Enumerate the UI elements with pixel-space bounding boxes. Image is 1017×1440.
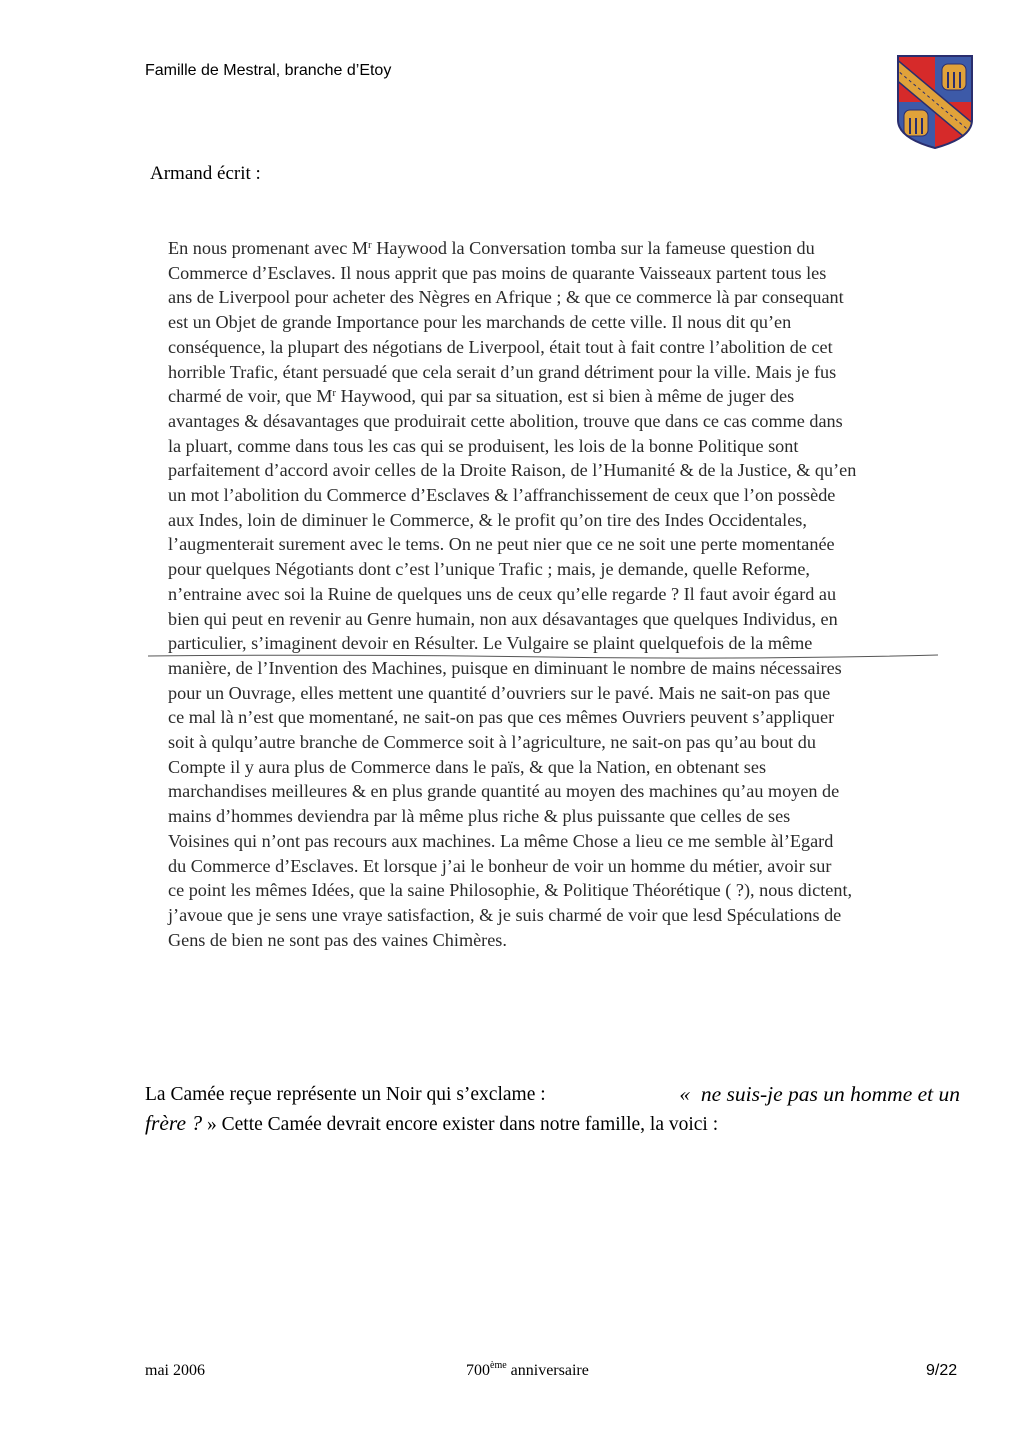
letter-line: charmé de voir, que $M^r$ Haywood, qui par sa situation, est si bien à même de juger des: [168, 386, 795, 407]
letter-line: pour un Ouvrage, elles mettent une quantité d’ouvriers sur le pavé. Mais ne sait-on pas que: [168, 682, 831, 703]
closing-text-start: La Camée reçue représente un Noir qui s’exclame :: [145, 1084, 546, 1105]
letter-line: ce mal là n’est que momentané, ne sait-on pas que ces mêmes Ouvriers peuvent s’appliquer: [168, 707, 835, 728]
page-header-title: Famille de Mestral, branche d’Etoy: [145, 62, 392, 79]
letter-line: ans de Liverpool pour acheter des Nègres en Afrique ; & que ce commerce là par consequant: [168, 287, 844, 308]
quote-part-2: frère ?: [145, 1111, 203, 1135]
footer-date: mai 2006: [145, 1362, 205, 1379]
letter-line: Compte il y aura plus de Commerce dans le païs, & que la Nation, en obtenant ses: [168, 756, 767, 777]
scan-fold-line: [148, 652, 938, 662]
letter-line: bien qui peut en revenir au Genre humain, non aux désavantages que quelques Individus, en: [168, 608, 838, 629]
footer-page-number: 9/22: [926, 1362, 958, 1379]
quote-part-1: « ne suis-je pas un homme et un: [679, 1082, 960, 1106]
scanned-letter-excerpt: [168, 236, 938, 952]
closing-paragraph: [145, 1080, 960, 1139]
quote-close: »: [207, 1114, 217, 1135]
letter-line: conséquence, la plupart des négotians de Liverpool, était tout à fait contre l’abolition de cet: [168, 336, 833, 357]
letter-line: un mot l’abolition du Commerce d’Esclaves & l’affranchissement de ceux que l’on possède: [168, 485, 836, 506]
letter-line: est un Objet de grande Importance pour les marchands de cette ville. Il nous dit qu’en: [168, 312, 792, 333]
letter-line: parfaitement d’accord avoir celles de la Droite Raison, de l’Humanité & de la Justice, & qu’en: [168, 460, 857, 481]
letter-line: Gens de bien ne sont pas des vaines Chimères.: [168, 929, 507, 950]
letter-line: particulier, s’imaginent devoir en Résulter. Le Vulgaire se plaint quelquefois de la même: [168, 633, 813, 654]
letter-line: l’augmenterait surement avec le tems. On ne peut nier que ce ne soit une perte momentanée: [168, 534, 835, 555]
letter-line: Commerce d’Esclaves. Il nous apprit que pas moins de quarante Vaisseaux partent tous les: [168, 262, 827, 283]
closing-text-end: Cette Camée devrait encore exister dans notre famille, la voici :: [221, 1114, 719, 1135]
intro-line: Armand écrit :: [150, 163, 261, 184]
letter-line: Voisines qui n’ont pas recours aux machines. La même Chose a lieu ce me semble àl’Egard: [168, 830, 834, 851]
letter-line: En nous promenant avec $M^r$ Haywood la Conversation tomba sur la fameuse question du: [168, 238, 815, 258]
letter-line: n’entraine avec soi la Ruine de quelques uns de ceux qu’elle regarde ? Il faut avoir égard au: [168, 583, 837, 604]
letter-line: du Commerce d’Esclaves. Et lorsque j’ai le bonheur de voir un homme du métier, avoir sur: [168, 855, 832, 876]
letter-line: ce point les mêmes Idées, que la saine Philosophie, & Politique Théorétique ( ?), nous dictent,: [168, 880, 853, 901]
letter-line: soit à qulqu’autre branche de Commerce soit à l’agriculture, ne sait-on pas qu’au bout du: [168, 732, 816, 753]
family-crest-icon: [896, 54, 974, 150]
letter-line: marchandises meilleures & en plus grande quantité au moyen des machines qu’au moyen de: [168, 781, 840, 802]
letter-line: manière, de l’Invention des Machines, puisque en diminuant le nombre de mains nécessaires: [168, 657, 842, 678]
letter-line: j’avoue que je sens une vraye satisfaction, & je suis charmé de voir que lesd Spéculations de: [168, 904, 842, 925]
letter-line: horrible Trafic, étant persuadé que cela serait d’un grand détriment pour la ville. Mais je fus: [168, 361, 837, 382]
letter-line: avantages & désavantages que produirait cette abolition, trouve que dans ce cas comme dans: [168, 410, 843, 431]
letter-line: aux Indes, loin de diminuer le Commerce, & le profit qu’on tire des Indes Occidentales,: [168, 509, 807, 530]
letter-line: mains d’hommes deviendra par là même plus riche & plus puissante que celles de ses: [168, 806, 791, 827]
letter-line: pour quelques Négotiants dont c’est l’unique Trafic ; mais, je demande, quelle Reforme,: [168, 559, 810, 580]
footer-anniversary: 700ème anniversaire: [466, 1360, 589, 1379]
letter-line: la pluart, comme dans tous les cas qui se produisent, les lois de la bonne Politique sont: [168, 435, 799, 456]
